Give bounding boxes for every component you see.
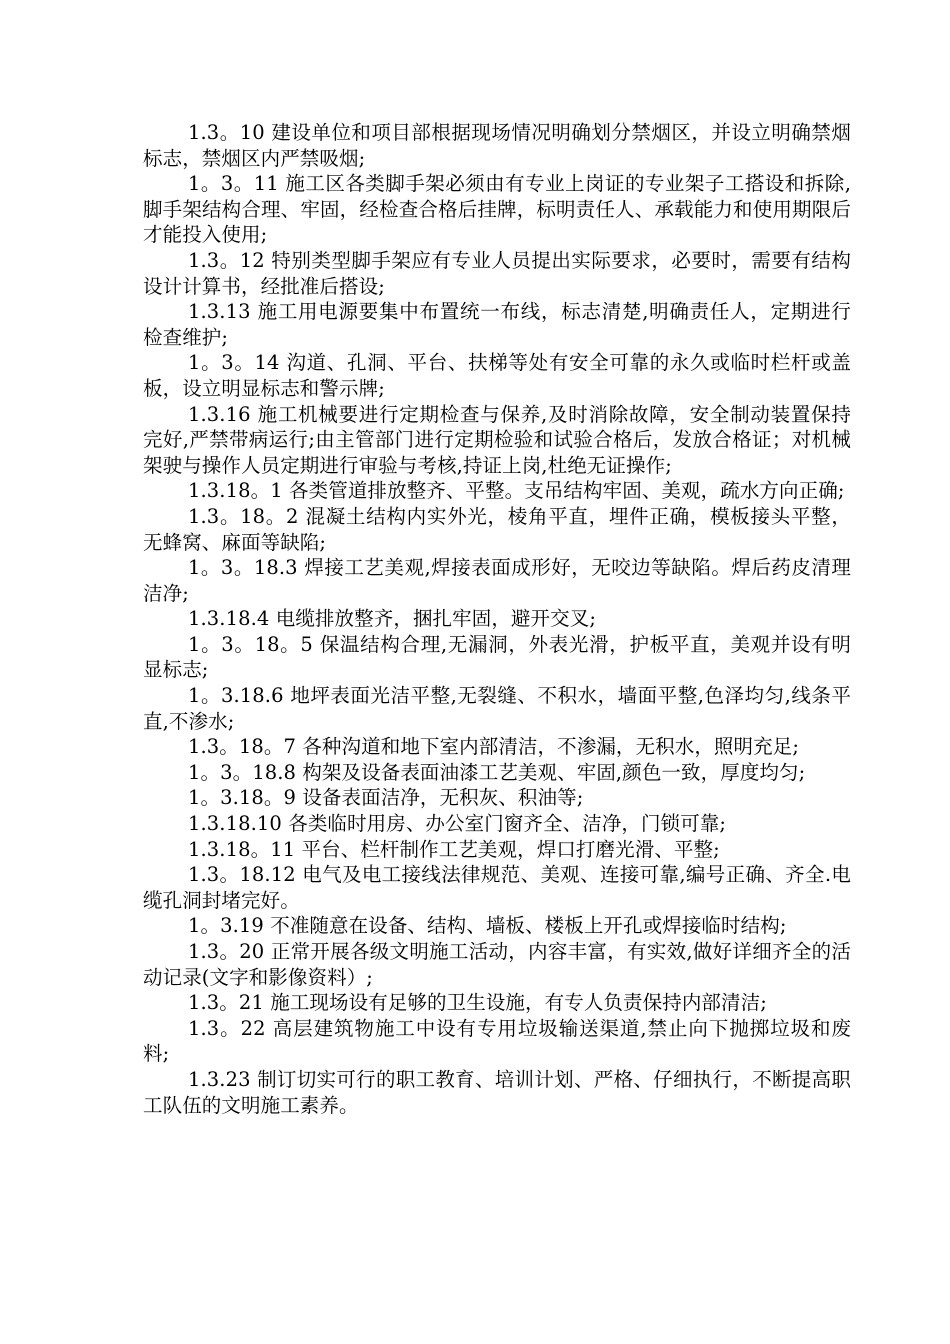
paragraph-1-3-23: 1.3.23 制订切实可行的职工教育、培训计划、严格、仔细执行，不断提高职工队伍的文明施工素养。 xyxy=(143,1067,851,1117)
paragraph-1-3-10: 1.3。10 建设单位和项目部根据现场情况明确划分禁烟区，并设立明确禁烟标志，禁烟区内严禁吸烟; xyxy=(143,121,851,170)
paragraph-1-3-18-11: 1.3.18。11 平台、栏杆制作工艺美观，焊口打磨光滑、平整; xyxy=(188,837,720,861)
paragraph-1-3-13: 1.3.13 施工用电源要集中布置统一布线，标志清楚,明确责任人，定期进行检查维护; xyxy=(143,300,851,349)
paragraph-1-3-12: 1.3。12 特别类型脚手架应有专业人员提出实际要求，必要时，需要有结构设计计算书，经批准后搭设; xyxy=(143,248,851,298)
paragraph-1-3-18-7: 1.3。18。7 各种沟道和地下室内部清洁，不渗漏，无积水，照明充足; xyxy=(188,735,799,759)
paragraph-1-3-14: 1。3。14 沟道、孔洞、平台、扶梯等处有安全可靠的永久或临时栏杆或盖板，设立明显标志和警示牌; xyxy=(143,351,851,400)
paragraph-1-3-20: 1.3。20 正常开展各级文明施工活动，内容丰富，有实效,做好详细齐全的活动记录(文字和影像资料）; xyxy=(143,940,851,989)
paragraph-1-3-18-3: 1。3。18.3 焊接工艺美观,焊接表面成形好，无咬边等缺陷。焊后药皮清理洁净; xyxy=(143,556,851,605)
paragraph-1-3-18-6: 1。3.18.6 地坪表面光洁平整,无裂缝、不积水，墙面平整,色泽均匀,线条平直,不渗水; xyxy=(143,684,851,733)
paragraph-1-3-11: 1。3。11 施工区各类脚手架必须由有专业上岗证的专业架子工搭设和拆除,脚手架结构合理、牢固，经检查合格后挂牌，标明责任人、承载能力和使用期限后才能投入使用; xyxy=(143,172,851,247)
paragraph-1-3-18-5: 1。3。18。5 保温结构合理,无漏洞，外表光滑，护板平直，美观并设有明显标志; xyxy=(143,632,851,682)
paragraph-1-3-22: 1.3。22 高层建筑物施工中设有专用垃圾输送渠道,禁止向下抛掷垃圾和废料; xyxy=(143,1016,851,1066)
paragraph-1-3-19: 1。3.19 不准随意在设备、结构、墙板、楼板上开孔或焊接临时结构; xyxy=(188,914,787,938)
paragraph-1-3-18-10: 1.3.18.10 各类临时用房、办公室门窗齐全、洁净，门锁可靠; xyxy=(188,812,727,836)
paragraph-1-3-18-9: 1。3.18。9 设备表面洁净，无积灰、积油等; xyxy=(188,786,584,810)
paragraph-1-3-18-1: 1.3.18。1 各类管道排放整齐、平整。支吊结构牢固、美观，疏水方向正确; xyxy=(188,479,845,503)
paragraph-1-3-21: 1.3。21 施工现场设有足够的卫生设施，有专人负责保持内部清洁; xyxy=(188,991,767,1015)
paragraph-1-3-18-4: 1.3.18.4 电缆排放整齐，捆扎牢固，避开交叉; xyxy=(188,607,596,631)
paragraph-1-3-18-8: 1。3。18.8 构架及设备表面油漆工艺美观、牢固,颜色一致，厚度均匀; xyxy=(188,760,806,784)
paragraph-1-3-18-2: 1.3。18。2 混凝土结构内实外光，棱角平直，埋件正确，模板接头平整，无蜂窝、麻面等缺陷; xyxy=(143,504,851,554)
paragraph-1-3-16: 1.3.16 施工机械要进行定期检查与保养,及时消除故障，安全制动装置保持完好,严禁带病运行;由主管部门进行定期检验和试验合格后，发放合格证；对机械架驶与操作人员定期进行审验与考核,持证上岗,杜绝无证操作; xyxy=(143,402,851,477)
paragraph-1-3-18-12: 1.3。18.12 电气及电工接线法律规范、美观、连接可靠,编号正确、齐全.电缆孔洞封堵完好。 xyxy=(143,863,851,912)
document-body xyxy=(143,120,851,1118)
